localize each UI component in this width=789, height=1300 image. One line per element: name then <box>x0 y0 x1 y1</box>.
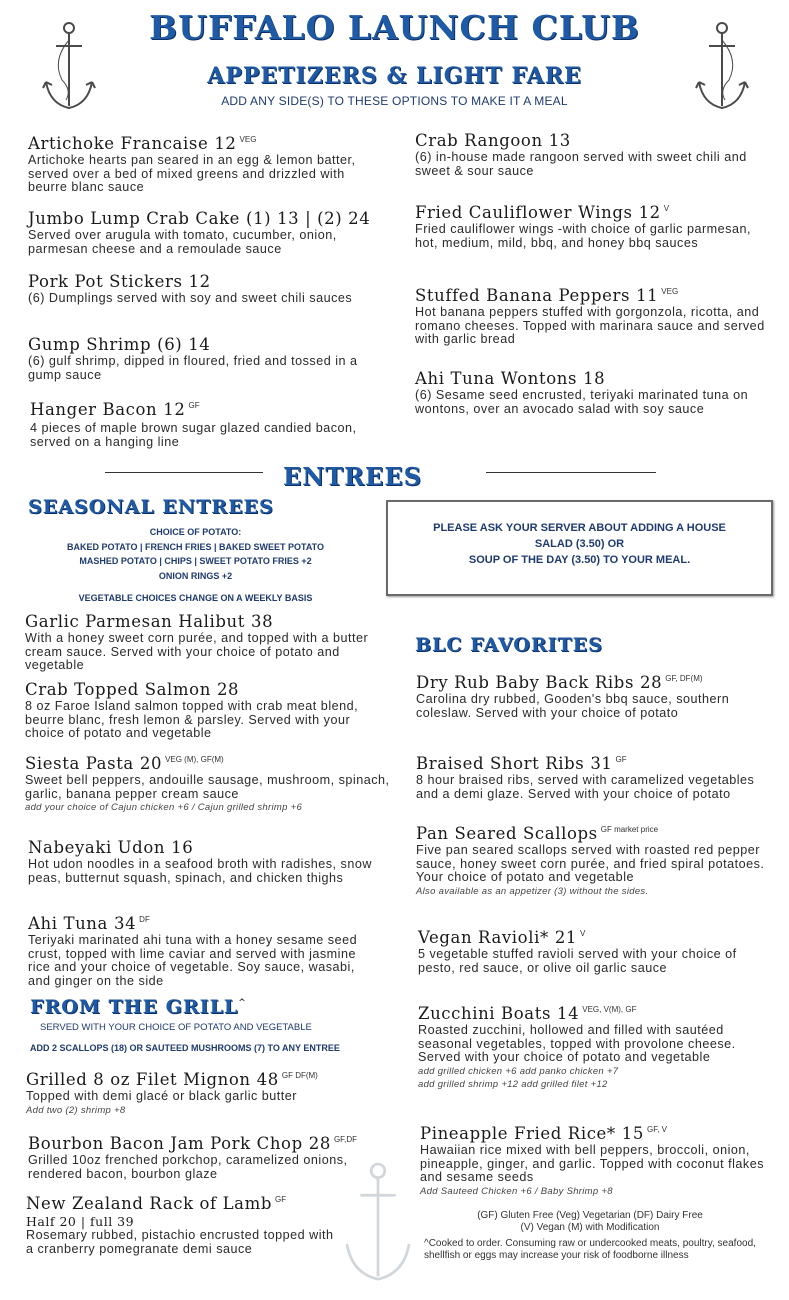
menu-item: Braised Short Ribs 31 $^{GF}$ 8 hour braised ribs, served with caramelized vegetables and a demi glaze. Served with your choice of potato <box>416 754 755 801</box>
appetizers-note: ADD ANY SIDE(S) TO THESE OPTIONS TO MAKE IT A MEAL <box>221 94 568 108</box>
menu-item: Vegan Ravioli* 21 $^V$ 5 vegetable stuffed ravioli served with your choice of pesto, red sauce, or olive oil garlic sauce <box>418 928 737 975</box>
menu-item: Fried Cauliflower Wings 12 $^V$ Fried cauliflower wings -with choice of garlic parmesan, hot, medium, mild, bbq, and honey bbq sauces <box>415 203 751 250</box>
menu-item: Stuffed Banana Peppers 11 $^{VEG}$ Hot banana peppers stuffed with gorgonzola, ricotta, and romano cheeses. Topped with marinara sauce and served with garlic bread <box>415 286 765 347</box>
menu-item: Bourbon Bacon Jam Pork Chop 28 $^{GF,DF}$ Grilled 10oz frenched porkchop, caramelized onions, rendered bacon, bourbon glaze <box>28 1134 358 1181</box>
menu-item: Nabeyaki Udon 16 Hot udon noodles in a seafood broth with radishes, snow peas, butternut squash, spinach, and chicken thighs <box>28 838 372 885</box>
potato-choices: CHOICE OF POTATO: BAKED POTATO | FRENCH FRIES | BAKED SWEET POTATO MASHED POTATO | CHIPS | SWEET POTATO FRIES +2 ONION RINGS +2 VEGETABLE CHOICES CHANGE ON A WEEKLY BASIS <box>66 527 325 603</box>
menu-item: Ahi Tuna 34 $^{DF}$ Teriyaki marinated ahi tuna with a honey sesame seed crust, topped with lime caviar and served with jasmine rice and your choice of vegetable. Soy sauce, wasabi, and ginger on the side <box>28 914 358 988</box>
grill-addons: ADD 2 SCALLOPS (18) OR SAUTEED MUSHROOMS (7) TO ANY ENTREE <box>30 1043 340 1053</box>
menu-item: Crab Topped Salmon 28 8 oz Faroe Island salmon topped with crab meat blend, beurre blanc, fresh lemon & parsley. Served with your choice of potato and vegetable <box>25 680 359 741</box>
diet-legend: (GF) Gluten Free (Veg) Vegetarian (DF) Dairy Free (V) Vegan (M) with Modification <box>477 1210 703 1233</box>
divider <box>105 472 263 473</box>
menu-item: Pork Pot Stickers 12 (6) Dumplings served with soy and sweet chili sauces <box>28 272 353 305</box>
grill-note: SERVED WITH YOUR CHOICE OF POTATO AND VEGETABLE <box>40 1022 312 1033</box>
grill-heading: FROM THE GRILL^ <box>30 996 247 1018</box>
menu-item: Siesta Pasta 20 $^{VEG (M), GF(M)}$ Sweet bell peppers, andouille sausage, mushroom, spinach, garlic, banana pepper cream sauce add your choice of Cajun chicken +6 / Cajun grilled shrimp +6 <box>25 754 390 814</box>
menu-item: Crab Rangoon 13 (6) in-house made rangoon served with sweet chili and sweet & sour sauce <box>415 131 747 178</box>
menu-item: New Zealand Rack of Lamb $^{GF}$ Half 20 | full 39 Rosemary rubbed, pistachio encrusted topped with a cranberry pomegranate demi sauce <box>26 1194 334 1256</box>
menu-item: Pan Seared Scallops $^{GF market price}$ Five pan seared scallops served with roasted red pepper sauce, honey sweet corn purée, and fried spiral potatoes. Your choice of potato and vegetable Also available as an appetizer (3) without the sides. <box>416 824 765 897</box>
menu-item: Grilled 8 oz Filet Mignon 48 $^{GF DF(M)}$ Topped with demi glacé or black garlic butter Add two (2) shrimp +8 <box>26 1070 318 1116</box>
favorites-heading: BLC FAVORITES <box>415 634 603 656</box>
menu-item: Dry Rub Baby Back Ribs 28 $^{GF, DF(M)}$ Carolina dry rubbed, Gooden's bbq sauce, southern coleslaw. Served with your choice of potato <box>416 673 730 720</box>
disclaimer: ^Cooked to order. Consuming raw or undercooked meats, poultry, seafood, shellfish or eggs may increase your risk of foodborne illness <box>424 1238 756 1261</box>
menu-item: Zucchini Boats 14 $^{VEG, V(M), GF}$ Roasted zucchini, hollowed and filled with sautéed seasonal vegetables, topped with provolone cheese. Served with your choice of potato and vegetable add grilled chicken +6 add panko chicken +7 add grilled shrimp +12 add grilled filet +12 <box>418 1004 736 1090</box>
restaurant-title: BUFFALO LAUNCH CLUB <box>149 8 640 47</box>
menu-item: Gump Shrimp (6) 14 (6) gulf shrimp, dipped in floured, fried and tossed in a gump sauce <box>28 335 358 382</box>
menu-item: Artichoke Francaise 12 $^{VEG}$ Artichoke hearts pan seared in an egg & lemon batter, served over a bed of mixed greens and drizzled with beurre blanc sauce <box>28 134 356 195</box>
entrees-heading: ENTREES <box>283 462 422 491</box>
server-note-box: PLEASE ASK YOUR SERVER ABOUT ADDING A HOUSE SALAD (3.50) OR SOUP OF THE DAY (3.50) TO YOUR MEAL. <box>386 500 773 596</box>
menu-item: Pineapple Fried Rice* 15 $^{GF, V}$ Hawaiian rice mixed with bell peppers, broccoli, onion, pineapple, ginger, and garlic. Topped with coconut flakes and sesame seeds Add Sauteed Chicken +6 / Baby Shrimp +8 <box>420 1124 765 1197</box>
menu-item: Hanger Bacon 12 $^{GF}$ 4 pieces of maple brown sugar glazed candied bacon, served on a hanging line <box>30 400 357 449</box>
menu-item: Jumbo Lump Crab Cake (1) 13 | (2) 24 Served over arugula with tomato, cucumber, onion, parmesan cheese and a remoulade sauce <box>28 209 371 256</box>
menu-item: Garlic Parmesan Halibut 38 With a honey sweet corn purée, and topped with a butter cream sauce. Served with your choice of potato and vegetable <box>25 612 369 673</box>
divider <box>486 472 656 473</box>
menu-item: Ahi Tuna Wontons 18 (6) Sesame seed encrusted, teriyaki marinated tuna on wontons, over an avocado salad with soy sauce <box>415 369 749 416</box>
appetizers-heading: APPETIZERS & LIGHT FARE <box>207 63 582 89</box>
seasonal-heading: SEASONAL ENTREES <box>28 496 274 518</box>
